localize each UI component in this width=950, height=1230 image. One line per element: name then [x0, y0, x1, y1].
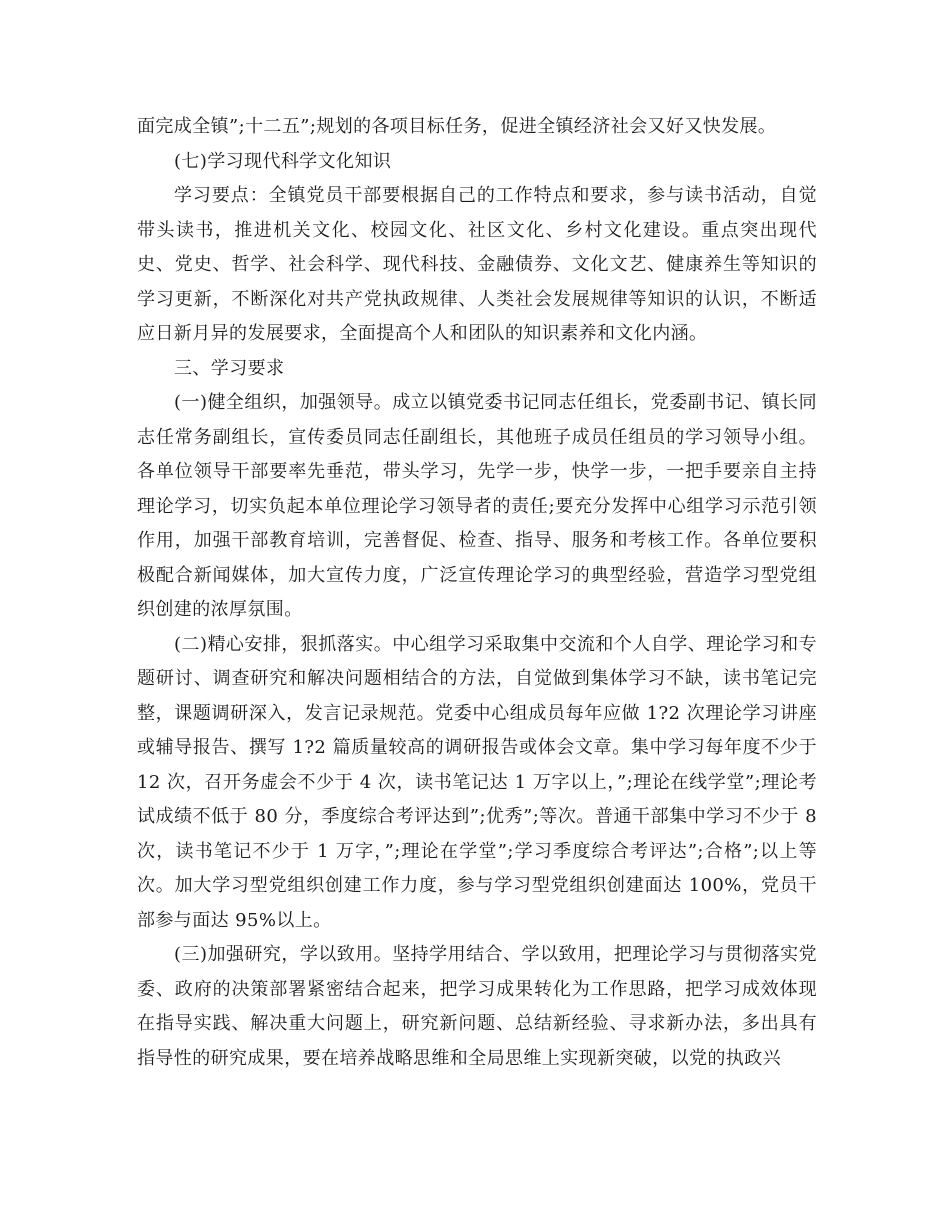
document-body: [137, 110, 817, 1076]
body-paragraph-organization: (一)健全组织，加强领导。成立以镇党委书记同志任组长，党委副书记、镇长同志任常务副组长，宣传委员同志任副组长，其他班子成员任组员的学习领导小组。各单位领导干部要率先垂范，带头学习，先学一步，快学一步，一把手要亲自主持理论学习，切实负起本单位理论学习领导者的责任;要充分发挥中心组学习示范引领作用，加强干部教育培训，完善督促、检查、指导、服务和考核工作。各单位要积极配合新闻媒体，加大宣传力度，广泛宣传理论学习的典型经验，营造学习型党组织创建的浓厚氛围。: [137, 392, 817, 620]
body-paragraph-arrangement: (二)精心安排，狠抓落实。中心组学习采取集中交流和个人自学、理论学习和专题研讨、调查研究和解决问题相结合的方法，自觉做到集体学习不缺，读书笔记完整，课题调研深入，发言记录规范。党委中心组成员每年应做 1?2 次理论学习讲座或辅导报告、撰写 1?2 篇质量较高的调研报告或体会文章。集中学习每年度不少于 12 次，召开务虚会不少于 4 次，读书笔记达 1 万字以上，”;理论在线学堂”;理论考试成绩不低于 80 分，季度综合考评达到”;优秀”;等次。普通干部集中学习不少于 8 次，读书笔记不少于 1 万字，”;理论在学堂”;学习季度综合考评达”;合格”;以上等次。加大学习型党组织创建工作力度，参与学习型党组织创建面达 100%，党员干部参与面达 95%以上。: [137, 633, 817, 931]
body-paragraph-continuation: 面完成全镇”;十二五”;规划的各项目标任务，促进全镇经济社会又好又快发展。: [137, 116, 777, 137]
body-paragraph-study-points: 学习要点：全镇党员干部要根据自己的工作特点和要求，参与读书活动，自觉带头读书，推进机关文化、校园文化、社区文化、乡村文化建设。重点突出现代史、党史、哲学、社会科学、现代科技、金融债券、文化文艺、健康养生等知识的学习更新，不断深化对共产党执政规律、人类社会发展规律等知识的认识，不断适应日新月异的发展要求，全面提高个人和团队的知识素养和文化内涵。: [137, 185, 817, 344]
section-heading-science-culture: (七)学习现代科学文化知识: [174, 150, 392, 172]
section-heading-study-requirements: 三、学习要求: [174, 357, 285, 379]
body-paragraph-research: (三)加强研究，学以致用。坚持学用结合、学以致用，把理论学习与贯彻落实党委、政府的决策部署紧密结合起来，把学习成果转化为工作思路，把学习成效体现在指导实践、解决重大问题上，研究新问题、总结新经验、寻求新办法，多出具有指导性的研究成果，要在培养战略思维和全局思维上实现新突破，以党的执政兴: [137, 944, 817, 1069]
